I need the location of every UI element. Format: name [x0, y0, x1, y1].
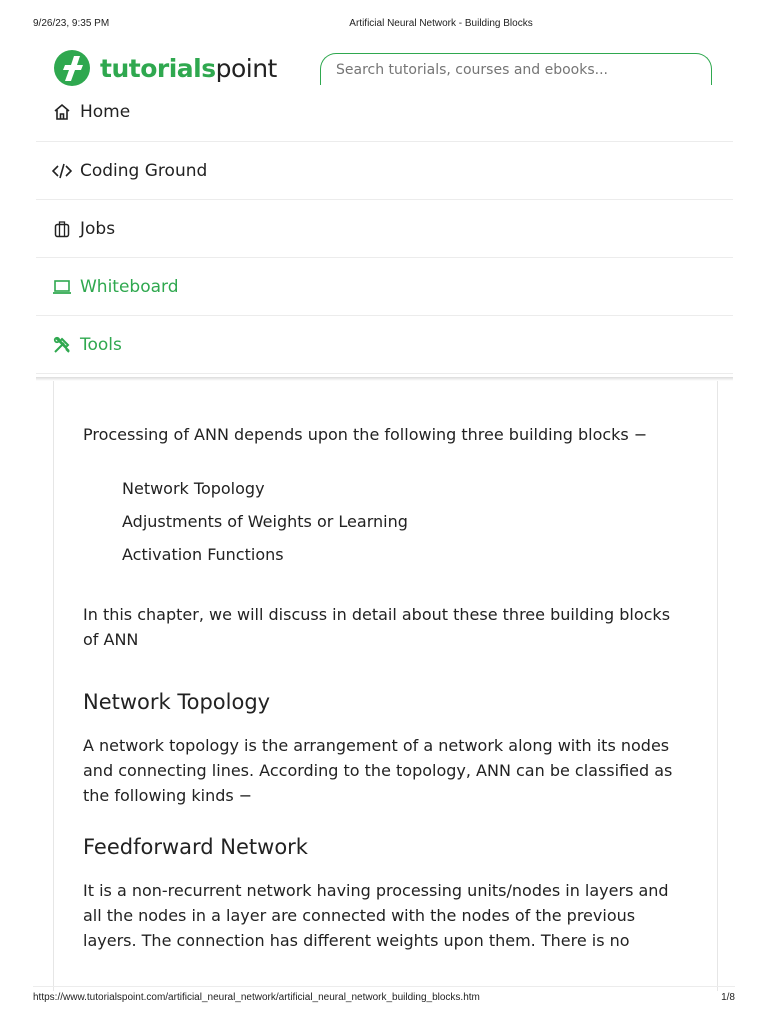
topology-text-line: the following kinds − — [83, 786, 253, 805]
topology-text-line: and connecting lines. According to the topology, ANN can be classified as — [83, 761, 673, 780]
logo-text-tutorials: tutorials — [100, 53, 216, 83]
search-input[interactable] — [320, 53, 712, 85]
main-nav — [36, 83, 733, 374]
print-url: https://www.tutorialspoint.com/artificial_neural_network/artificial_neural_network_building_blocks.htm — [33, 992, 480, 1003]
intro-paragraph: Processing of ANN depends upon the following three building blocks − — [83, 425, 648, 444]
feedforward-text-line: It is a non-recurrent network having processing units/nodes in layers and — [83, 881, 669, 900]
print-header — [0, 18, 768, 32]
chapter-text-line: In this chapter, we will discuss in detail about these three building blocks — [83, 605, 671, 624]
nav-item-tools[interactable] — [36, 316, 733, 374]
tools-icon — [52, 335, 72, 355]
nav-label-tools: Tools — [80, 334, 122, 355]
nav-label-home: Home — [80, 102, 131, 122]
heading-network-topology: Network Topology — [83, 690, 271, 714]
feedforward-text-line: all the nodes in a layer are connected with the nodes of the previous — [83, 906, 636, 925]
nav-item-whiteboard[interactable] — [36, 258, 733, 316]
briefcase-icon — [52, 219, 72, 239]
print-footer — [0, 992, 768, 1006]
topology-paragraph — [83, 733, 683, 808]
home-icon — [52, 102, 72, 122]
nav-item-jobs[interactable] — [36, 200, 733, 258]
nav-label-coding-ground: Coding Ground — [80, 160, 208, 181]
nav-label-jobs: Jobs — [80, 218, 116, 239]
print-title: Artificial Neural Network - Building Blocks — [349, 18, 533, 29]
code-icon — [52, 161, 72, 181]
print-date: 9/26/23, 9:35 PM — [33, 18, 110, 29]
logo-text — [100, 54, 277, 83]
feedforward-text-line: layers. The connection has different weights upon them. There is no — [83, 931, 630, 950]
heading-feedforward-network: Feedforward Network — [83, 835, 308, 859]
chapter-text-line: of ANN — [83, 630, 139, 649]
laptop-icon — [52, 277, 72, 297]
logo-text-point: point — [215, 53, 277, 83]
list-item: Adjustments of Weights or Learning — [122, 512, 408, 531]
list-item: Activation Functions — [122, 545, 284, 564]
nav-item-coding-ground[interactable] — [36, 142, 733, 200]
feedforward-paragraph — [83, 878, 683, 953]
site-logo[interactable] — [52, 50, 277, 86]
topology-text-line: A network topology is the arrangement of a network along with its nodes — [83, 736, 670, 755]
print-page-number: 1/8 — [721, 992, 735, 1003]
chapter-paragraph — [83, 602, 683, 652]
nav-item-home[interactable] — [36, 83, 733, 142]
nav-label-whiteboard: Whiteboard — [80, 276, 179, 297]
footer-divider — [33, 986, 735, 987]
list-item: Network Topology — [122, 479, 265, 498]
tutorialspoint-logo-icon — [52, 50, 92, 86]
